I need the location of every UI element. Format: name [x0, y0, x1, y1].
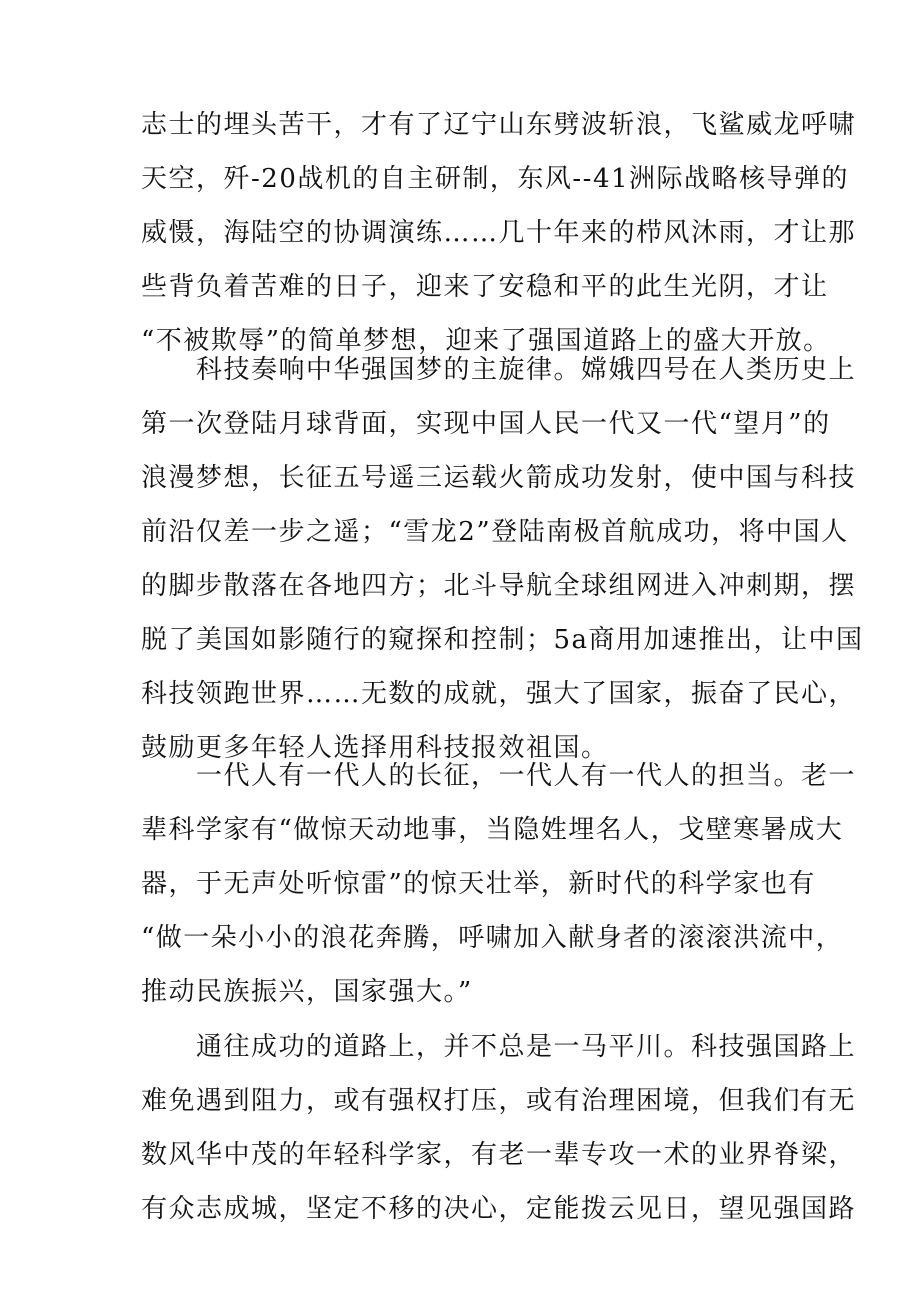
text-line: 数风华中茂的年轻科学家，有老一辈专攻一术的业界脊梁， — [141, 1140, 857, 1170]
text-line: 器，于无声处听惊雷”的惊天壮举，新时代的科学家也有 — [141, 869, 816, 899]
text-line: “做一朵小小的浪花奔腾，呼啸加入献身者的滚滚洪流中， — [141, 923, 844, 953]
text-line: 科技奏响中华强国梦的主旋律。嫦娥四号在人类历史上 — [141, 355, 857, 385]
text-line: 脱了美国如影随行的窥探和控制；5a商用加速推出，让中国 — [141, 625, 864, 655]
text-line: 辈科学家有“做惊天动地事，当隐姓埋名人，戈壁寒暑成大 — [141, 815, 844, 845]
text-line: 一代人有一代人的长征，一代人有一代人的担当。老一 — [141, 761, 857, 791]
text-line: 天空，歼-20战机的自主研制，东风--41洲际战略核导弹的 — [141, 164, 850, 194]
text-line: 的脚步散落在各地四方；北斗导航全球组网进入冲刺期，摆 — [141, 571, 857, 601]
text-line: 威慑，海陆空的协调演练……几十年来的栉风沐雨，才让那 — [141, 218, 857, 248]
text-line: 有众志成城，坚定不移的决心，定能拨云见日，望见强国路 — [141, 1194, 857, 1224]
text-line: 难免遇到阻力，或有强权打压，或有治理困境，但我们有无 — [141, 1086, 857, 1116]
text-line: 推动民族振兴，国家强大。” — [141, 977, 473, 1007]
text-line: 通往成功的道路上，并不总是一马平川。科技强国路上 — [141, 1032, 857, 1062]
text-line: 科技领跑世界……无数的成就，强大了国家，振奋了民心， — [141, 679, 857, 709]
text-line: “不被欺辱”的简单梦想，迎来了强国道路上的盛大开放。 — [141, 326, 831, 356]
text-line: 志士的埋头苦干，才有了辽宁山东劈波斩浪，飞鲨威龙呼啸 — [141, 110, 857, 140]
text-line: 前沿仅差一步之遥；“雪龙2”登陆南极首航成功，将中国人 — [141, 517, 849, 547]
text-line: 些背负着苦难的日子，迎来了安稳和平的此生光阴，才让 — [141, 272, 829, 302]
text-line: 浪漫梦想，长征五号遥三运载火箭成功发射，使中国与科技 — [141, 463, 857, 493]
text-line: 第一次登陆月球背面，实现中国人民一代又一代“望月”的 — [141, 409, 831, 439]
text-line: 鼓励更多年轻人选择用科技报效祖国。 — [141, 733, 609, 763]
